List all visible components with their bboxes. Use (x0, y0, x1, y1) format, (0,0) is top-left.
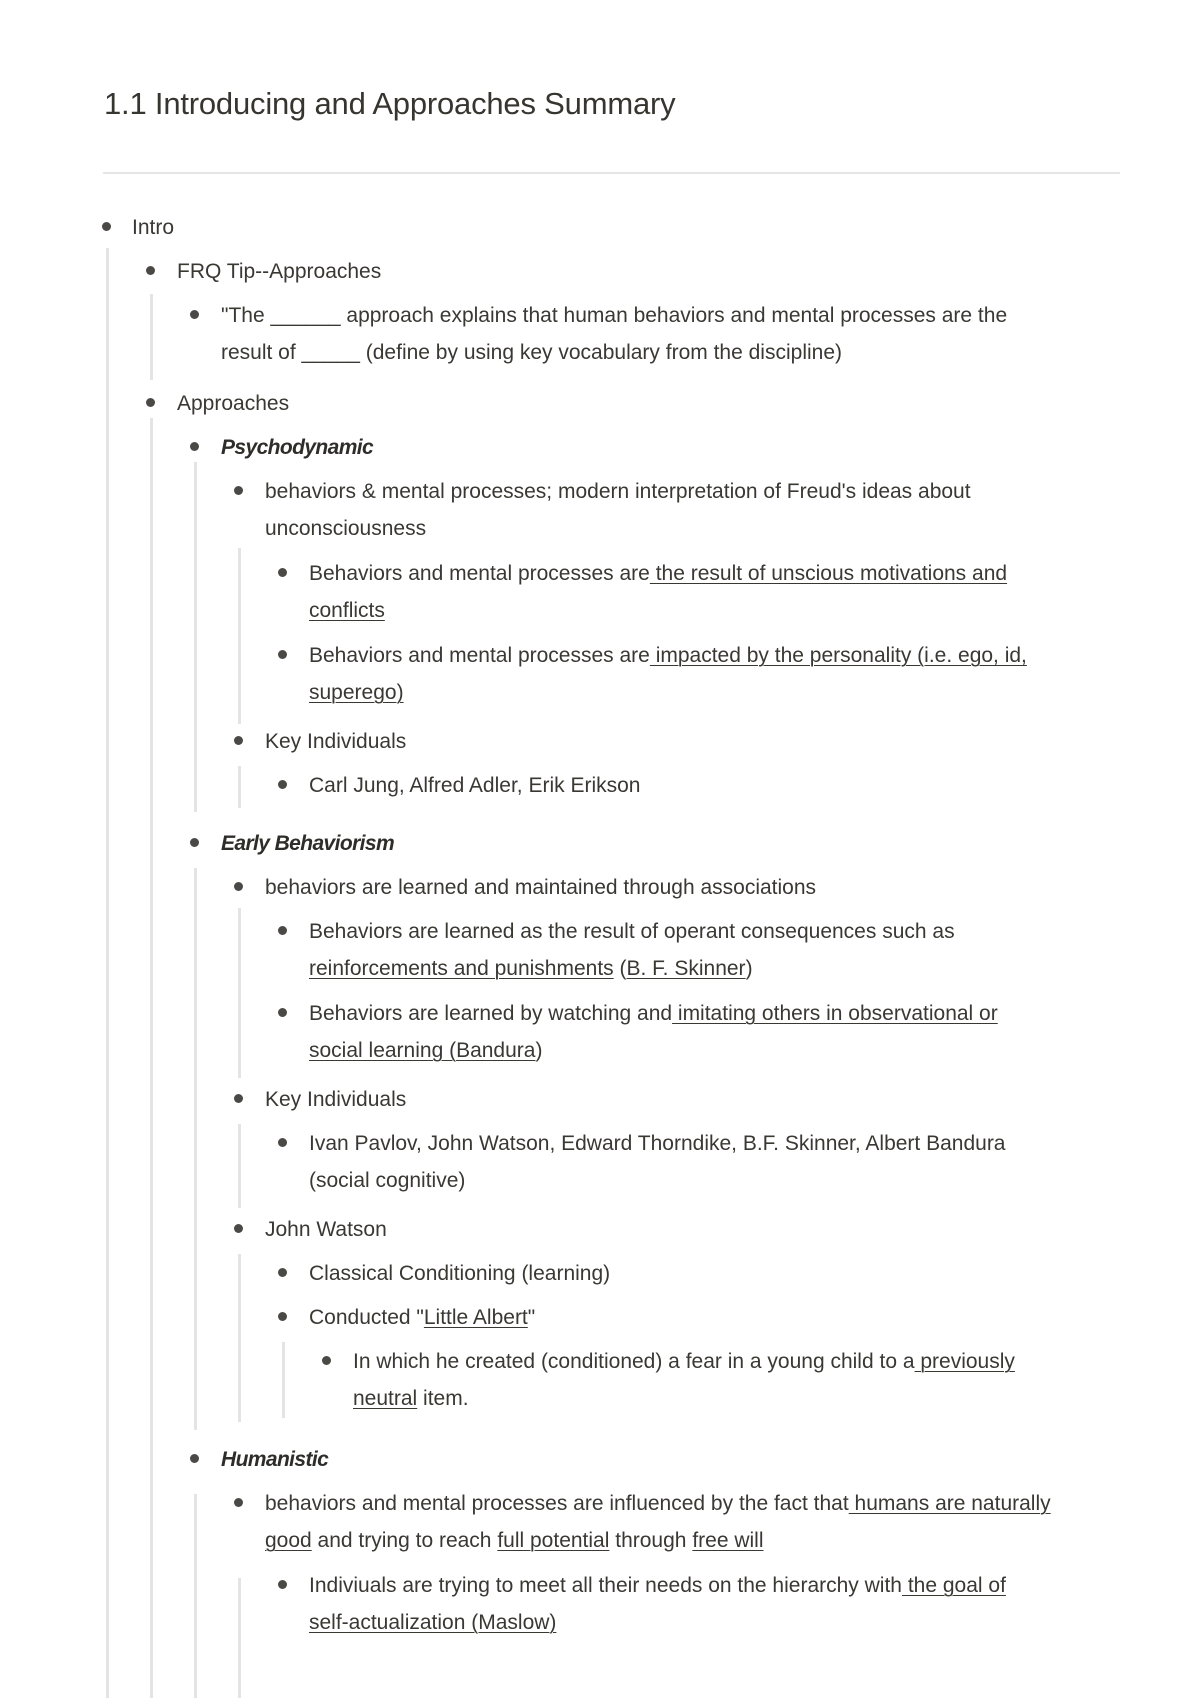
bullet-icon (278, 1312, 287, 1321)
behaviorism-point-1: Behaviors are learned as the result of operant consequences such as (309, 920, 955, 943)
text-segment: ( (613, 957, 627, 980)
outline-guide-little-albert (282, 1342, 285, 1418)
humanistic-point-1 (309, 1567, 1006, 1604)
bullet-icon (278, 780, 287, 789)
outline-guide-beh-desc (238, 908, 241, 1078)
underlined-text: self-actualization (Maslow) (309, 1611, 557, 1634)
outline-guide-hum-desc (238, 1578, 241, 1698)
bullet-icon (234, 486, 243, 495)
humanistic-point-1-cont (309, 1604, 556, 1641)
bullet-icon (190, 838, 199, 847)
list-item-approaches: Approaches (177, 392, 290, 415)
underlined-text: social learning (Bandura (309, 1039, 536, 1062)
outline-guide-humanistic (194, 1494, 197, 1698)
text-segment: through (609, 1529, 693, 1552)
outline-guide-level-1 (106, 248, 109, 1698)
bullet-icon (278, 1580, 287, 1589)
bullet-icon (234, 882, 243, 891)
outline-guide-frq (150, 294, 153, 380)
underlined-text: good (265, 1529, 312, 1552)
bullet-icon (234, 1094, 243, 1103)
underlined-text: B. F. Skinner (626, 957, 746, 980)
bullet-icon (234, 1498, 243, 1507)
text-segment: Behaviors and mental processes are (309, 562, 650, 585)
bullet-icon (190, 1454, 199, 1463)
underlined-text: the result of unscious motivations and (649, 562, 1008, 585)
underlined-text: full potential (497, 1529, 610, 1552)
underlined-text: superego) (309, 681, 404, 704)
psychodynamic-desc-line-2: unconsciousness (265, 517, 427, 540)
behaviorism-point-1-cont (309, 950, 753, 987)
behaviorism-key-individuals: Ivan Pavlov, John Watson, Edward Thorndike, B.F. Skinner, Albert Bandura (309, 1132, 1006, 1155)
behaviorism-point-2-cont (309, 1032, 542, 1069)
text-segment: Behaviors and mental processes are (309, 644, 650, 667)
underlined-text: Little Albert (423, 1306, 528, 1329)
text-segment: item. (417, 1387, 469, 1410)
behaviorism-desc: behaviors are learned and maintained through associations (265, 876, 817, 899)
underlined-text: previously (914, 1350, 1015, 1373)
psychodynamic-key-individuals-label: Key Individuals (265, 730, 407, 753)
heading-psychodynamic: Psychodynamic (221, 436, 374, 459)
bullet-icon (146, 266, 155, 275)
text-segment: Behaviors are learned by watching and (309, 1002, 673, 1025)
underlined-text: the goal of (901, 1574, 1006, 1597)
outline-guide-psychodynamic (194, 462, 197, 812)
underlined-text: free will (692, 1529, 764, 1552)
underlined-text: impacted by the personality (i.e. ego, id, (649, 644, 1027, 667)
humanistic-desc-cont (265, 1522, 764, 1559)
humanistic-desc (265, 1485, 1051, 1522)
text-segment: In which he created (conditioned) a fear in a young child to a (353, 1350, 915, 1373)
outline-guide-watson (238, 1254, 241, 1422)
outline-guide-psy-key (238, 766, 241, 808)
outline-guide-psy-desc (238, 548, 241, 724)
behaviorism-key-individuals-label: Key Individuals (265, 1088, 407, 1111)
underlined-text: neutral (353, 1387, 418, 1410)
bullet-icon (234, 736, 243, 745)
text-segment: ) (535, 1039, 543, 1062)
bullet-icon (102, 222, 111, 231)
watson-point-1: Classical Conditioning (learning) (309, 1262, 611, 1285)
bullet-icon (190, 310, 199, 319)
text-segment: and trying to reach (311, 1529, 498, 1552)
bullet-icon (278, 1268, 287, 1277)
watson-point-3 (353, 1343, 1015, 1380)
underlined-text: conflicts (309, 599, 385, 622)
outline-guide-approaches (150, 418, 153, 1698)
watson-point-2 (309, 1299, 535, 1336)
list-item-intro: Intro (132, 216, 175, 239)
underlined-text: humans are naturally (848, 1492, 1051, 1515)
text-segment: Conducted " (309, 1306, 424, 1329)
title-divider (103, 172, 1120, 174)
heading-humanistic: Humanistic (221, 1448, 329, 1471)
psychodynamic-point-1-cont (309, 592, 385, 629)
underlined-text: reinforcements and punishments (309, 957, 614, 980)
bullet-icon (278, 1008, 287, 1017)
psychodynamic-key-individuals: Carl Jung, Alfred Adler, Erik Erikson (309, 774, 641, 797)
bullet-icon (278, 1138, 287, 1147)
psychodynamic-desc-line-1: behaviors & mental processes; modern interpretation of Freud's ideas about (265, 480, 971, 503)
heading-early-behaviorism: Early Behaviorism (221, 832, 395, 855)
outline-guide-behaviorism (194, 868, 197, 1430)
page-title: 1.1 Introducing and Approaches Summary (104, 86, 676, 121)
john-watson-label: John Watson (265, 1218, 387, 1241)
outline-guide-beh-key (238, 1124, 241, 1208)
bullet-icon (190, 442, 199, 451)
list-item-frq-tip: FRQ Tip--Approaches (177, 260, 382, 283)
watson-point-3-cont (353, 1380, 469, 1417)
bullet-icon (322, 1356, 331, 1365)
text-segment: behaviors and mental processes are influenced by the fact that (265, 1492, 849, 1515)
text-segment: " (527, 1306, 536, 1329)
frq-template-line-2: result of _____ (define by using key vocabulary from the discipline) (221, 341, 842, 364)
frq-template-line-1: "The ______ approach explains that human behaviors and mental processes are the (221, 304, 1008, 327)
behaviorism-key-individuals-cont: (social cognitive) (309, 1169, 466, 1192)
psychodynamic-point-2 (309, 637, 1027, 674)
underlined-text: imitating others in observational or (672, 1002, 998, 1025)
bullet-icon (234, 1224, 243, 1233)
text-segment: ) (745, 957, 753, 980)
psychodynamic-point-2-cont (309, 674, 404, 711)
bullet-icon (278, 650, 287, 659)
bullet-icon (278, 568, 287, 577)
text-segment: Indiviuals are trying to meet all their needs on the hierarchy with (309, 1574, 902, 1597)
bullet-icon (146, 398, 155, 407)
psychodynamic-point-1 (309, 555, 1007, 592)
behaviorism-point-2 (309, 995, 998, 1032)
bullet-icon (278, 926, 287, 935)
